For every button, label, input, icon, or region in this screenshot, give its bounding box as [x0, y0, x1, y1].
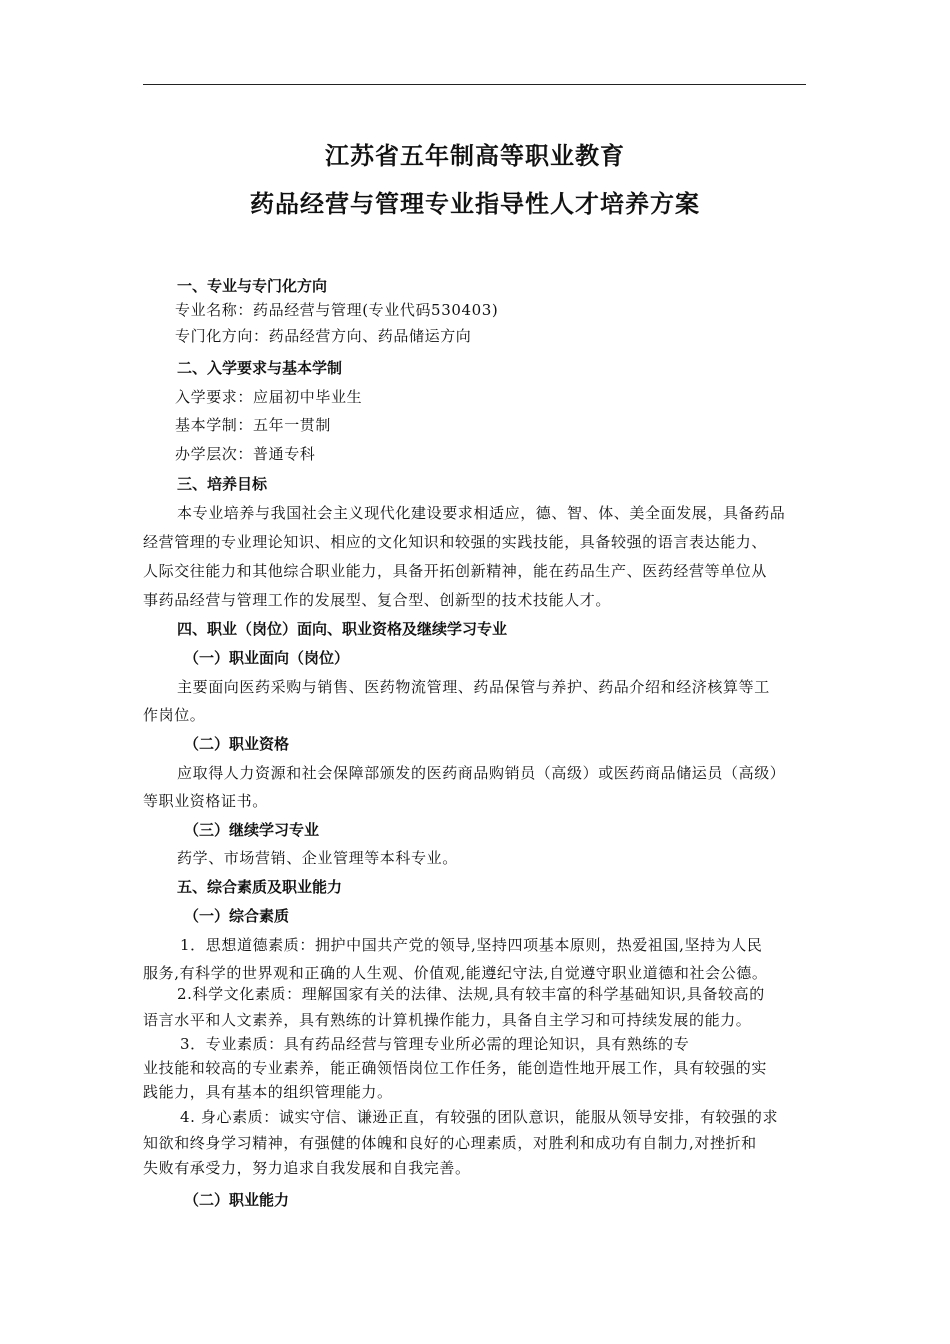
paragraph-line: 药学、市场营销、企业管理等本科专业。 — [177, 849, 458, 867]
paragraph-line: 本专业培养与我国社会主义现代化建设要求相适应，德、智、体、美全面发展，具备药品 — [177, 504, 786, 522]
subsection-heading-4-3: （三）继续学习专业 — [184, 821, 320, 839]
paragraph-line: 失败有承受力，努力追求自我发展和自我完善。 — [143, 1159, 471, 1177]
paragraph-line: 主要面向医药采购与销售、医药物流管理、药品保管与养护、药品介绍和经济核算等工 — [177, 678, 770, 696]
paragraph-line: 人际交往能力和其他综合职业能力，具备开拓创新精神，能在药品生产、医药经营等单位从 — [143, 562, 768, 580]
paragraph-line: 业技能和较高的专业素养，能正确领悟岗位工作任务，能创造性地开展工作，具有较强的实 — [143, 1059, 768, 1077]
paragraph-line: 2.科学文化素质：理解国家有关的法律、法规,具有较丰富的科学基础知识,具备较高的 — [177, 985, 765, 1003]
study-duration: 基本学制：五年一贯制 — [175, 416, 332, 434]
document-title-line-2: 药品经营与管理专业指导性人才培养方案 — [250, 190, 700, 218]
section-heading-3: 三、培养目标 — [177, 475, 268, 493]
paragraph-line: 等职业资格证书。 — [143, 792, 268, 810]
paragraph-line: 作岗位。 — [143, 706, 206, 724]
paragraph-line: 知欲和终身学习精神，有强健的体魄和良好的心理素质，对胜利和成功有自制力,对挫折和 — [143, 1134, 757, 1152]
section-heading-1: 一、专业与专门化方向 — [177, 277, 328, 295]
paragraph-line: 应取得人力资源和社会保障部颁发的医药商品购销员（高级）或医药商品储运员（高级） — [177, 764, 786, 782]
header-rule — [143, 84, 806, 85]
subsection-heading-4-2: （二）职业资格 — [184, 735, 290, 753]
paragraph-line: 事药品经营与管理工作的发展型、复合型、创新型的技术技能人才。 — [143, 591, 612, 609]
subsection-heading-5-2: （二）职业能力 — [184, 1191, 290, 1209]
subsection-heading-4-1: （一）职业面向（岗位） — [184, 649, 350, 667]
paragraph-line: 语言水平和人文素养，具有熟练的计算机操作能力，具备自主学习和可持续发展的能力。 — [143, 1011, 752, 1029]
major-name: 专业名称：药品经营与管理(专业代码530403) — [175, 301, 499, 319]
section-heading-5: 五、综合素质及职业能力 — [177, 878, 343, 896]
specialization-direction: 专门化方向：药品经营方向、药品储运方向 — [175, 327, 472, 345]
document-title-line-1: 江苏省五年制高等职业教育 — [325, 142, 625, 170]
paragraph-line: 践能力，具有基本的组织管理能力。 — [143, 1083, 393, 1101]
admission-requirement: 入学要求：应届初中毕业生 — [175, 388, 363, 406]
education-level: 办学层次：普通专科 — [175, 445, 316, 463]
section-heading-4: 四、职业（岗位）面向、职业资格及继续学习专业 — [177, 620, 508, 638]
paragraph-line: 经营管理的专业理论知识、相应的文化知识和较强的实践技能，具备较强的语言表达能力、 — [143, 533, 768, 551]
paragraph-line: 4. 身心素质：诚实守信、谦逊正直，有较强的团队意识，能服从领导安排，有较强的求 — [180, 1108, 779, 1126]
paragraph-line: 1．思想道德素质：拥护中国共产党的领导,坚持四项基本原则，热爱祖国,坚持为人民 — [180, 936, 763, 954]
section-heading-2: 二、入学要求与基本学制 — [177, 359, 343, 377]
paragraph-line: 3．专业素质：具有药品经营与管理专业所必需的理论知识，具有熟练的专 — [180, 1035, 690, 1053]
paragraph-line: 服务,有科学的世界观和正确的人生观、价值观,能遵纪守法,自觉遵守职业道德和社会公德。 — [143, 964, 768, 982]
subsection-heading-5-1: （一）综合素质 — [184, 907, 290, 925]
